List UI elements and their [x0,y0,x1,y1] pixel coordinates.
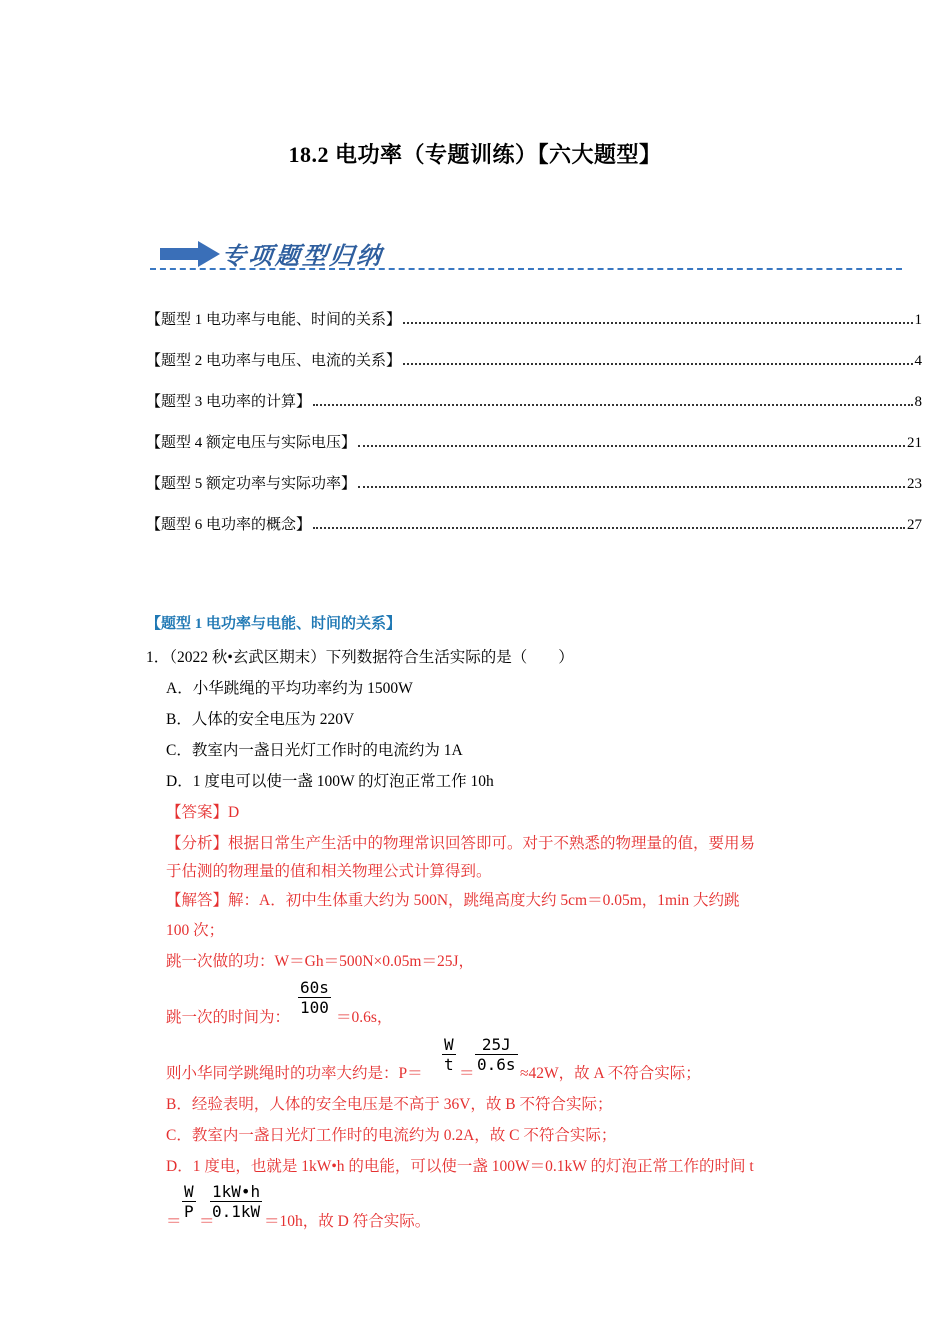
toc-page: 4 [914,353,922,369]
toc-leader [403,322,912,324]
toc-label: 【题型 6 电功率的概念】 [146,517,312,533]
toc-page: 23 [907,476,922,492]
fraction-numerator: W [444,1035,454,1054]
toc-item-4[interactable] [146,430,922,452]
fraction [182,1182,196,1221]
question-stem: 1．（2022 秋•玄武区期末）下列数据符合生活实际的是（ ） [146,649,574,666]
toc-page: 21 [907,435,922,451]
solution-line-4-prefix: 跳一次的时间为： [166,1009,291,1026]
solution-line-9-suffix: ＝10h，故 D 符合实际。 [264,1213,431,1230]
toc-page: 1 [914,312,922,328]
section-heading: 【题型 1 电功率与电能、时间的关系】 [146,616,402,632]
toc-leader [403,363,912,365]
fraction-denominator: 0.1kW [212,1202,261,1221]
toc-item-3[interactable] [146,389,922,411]
solution-line-1: 【解答】解：A．初中生体重大约为 500N，跳绳高度大约 5cm＝0.05m，1min 大约跳 [166,892,740,909]
solution-line-5-suffix: ≈42W，故 A 不符合实际； [520,1065,701,1082]
arrow-right-icon [160,241,220,267]
option-b: B．人体的安全电压为 220V [166,711,355,728]
solution-line-2: 100 次； [166,922,225,939]
fraction [442,1035,456,1074]
banner-divider [150,268,902,270]
answer: 【答案】D [166,804,240,821]
toc-page: 8 [914,394,922,410]
analysis-line-1: 【分析】根据日常生产生活中的物理常识回答即可。对于不熟悉的物理量的值，要用易 [166,835,756,852]
equals-sign: ＝ [199,1213,215,1230]
equals-sign: ＝ [459,1065,475,1082]
option-c: C．教室内一盏日光灯工作时的电流约为 1A [166,742,463,759]
solution-line-7: C．教室内一盏日光灯工作时的电流约为 0.2A，故 C 不符合实际； [166,1127,617,1144]
fraction [475,1035,518,1074]
fraction-numerator: W [184,1182,194,1201]
toc-label: 【题型 5 额定功率与实际功率】 [146,476,357,492]
page-title: 18.2 电功率（专题训练）【六大题型】 [288,142,662,167]
solution-line-4-suffix: ＝0.6s， [336,1009,393,1026]
toc-leader [313,527,905,529]
toc-label: 【题型 1 电功率与电能、时间的关系】 [146,312,402,328]
analysis-line-2: 于估测的物理量的值和相关物理公式计算得到。 [166,863,492,880]
fraction-numerator: 60s [300,978,329,997]
toc-page: 27 [907,517,922,533]
fraction-numerator: 1kW•h [212,1182,261,1201]
solution-line-8: D．1 度电，也就是 1kW•h 的电能，可以使一盏 100W＝0.1kW 的灯泡正常工作的时间 t [166,1158,754,1175]
solution-line-6: B．经验表明，人体的安全电压是不高于 36V，故 B 不符合实际； [166,1096,613,1113]
fraction-denominator: 100 [300,998,329,1017]
option-d: D．1 度电可以使一盏 100W 的灯泡正常工作 10h [166,773,494,790]
solution-line-9-prefix: ＝ [166,1213,182,1230]
toc-label: 【题型 3 电功率的计算】 [146,394,312,410]
toc-item-1[interactable] [146,307,922,329]
toc-leader [313,404,912,406]
fraction-denominator: 0.6s [477,1055,516,1074]
toc-item-2[interactable] [146,348,922,370]
toc-label: 【题型 4 额定电压与实际电压】 [146,435,357,451]
toc-item-5[interactable] [146,471,922,493]
toc-item-6[interactable] [146,512,922,534]
fraction-denominator: P [184,1202,194,1221]
toc-leader [358,486,905,488]
fraction-denominator: t [444,1055,454,1074]
fraction [210,1182,262,1221]
fraction [298,978,331,1017]
toc-label: 【题型 2 电功率与电压、电流的关系】 [146,353,402,369]
solution-line-5-prefix: 则小华同学跳绳时的功率大约是：P＝ [166,1065,423,1082]
toc-leader [358,445,905,447]
solution-line-3: 跳一次做的功：W＝Gh＝500N×0.05m＝25J， [166,953,474,970]
fraction-numerator: 25J [481,1035,511,1054]
option-a: A．小华跳绳的平均功率约为 1500W [166,680,413,697]
banner-text: 专项题型归纳 [220,242,386,270]
section-banner [150,232,902,276]
